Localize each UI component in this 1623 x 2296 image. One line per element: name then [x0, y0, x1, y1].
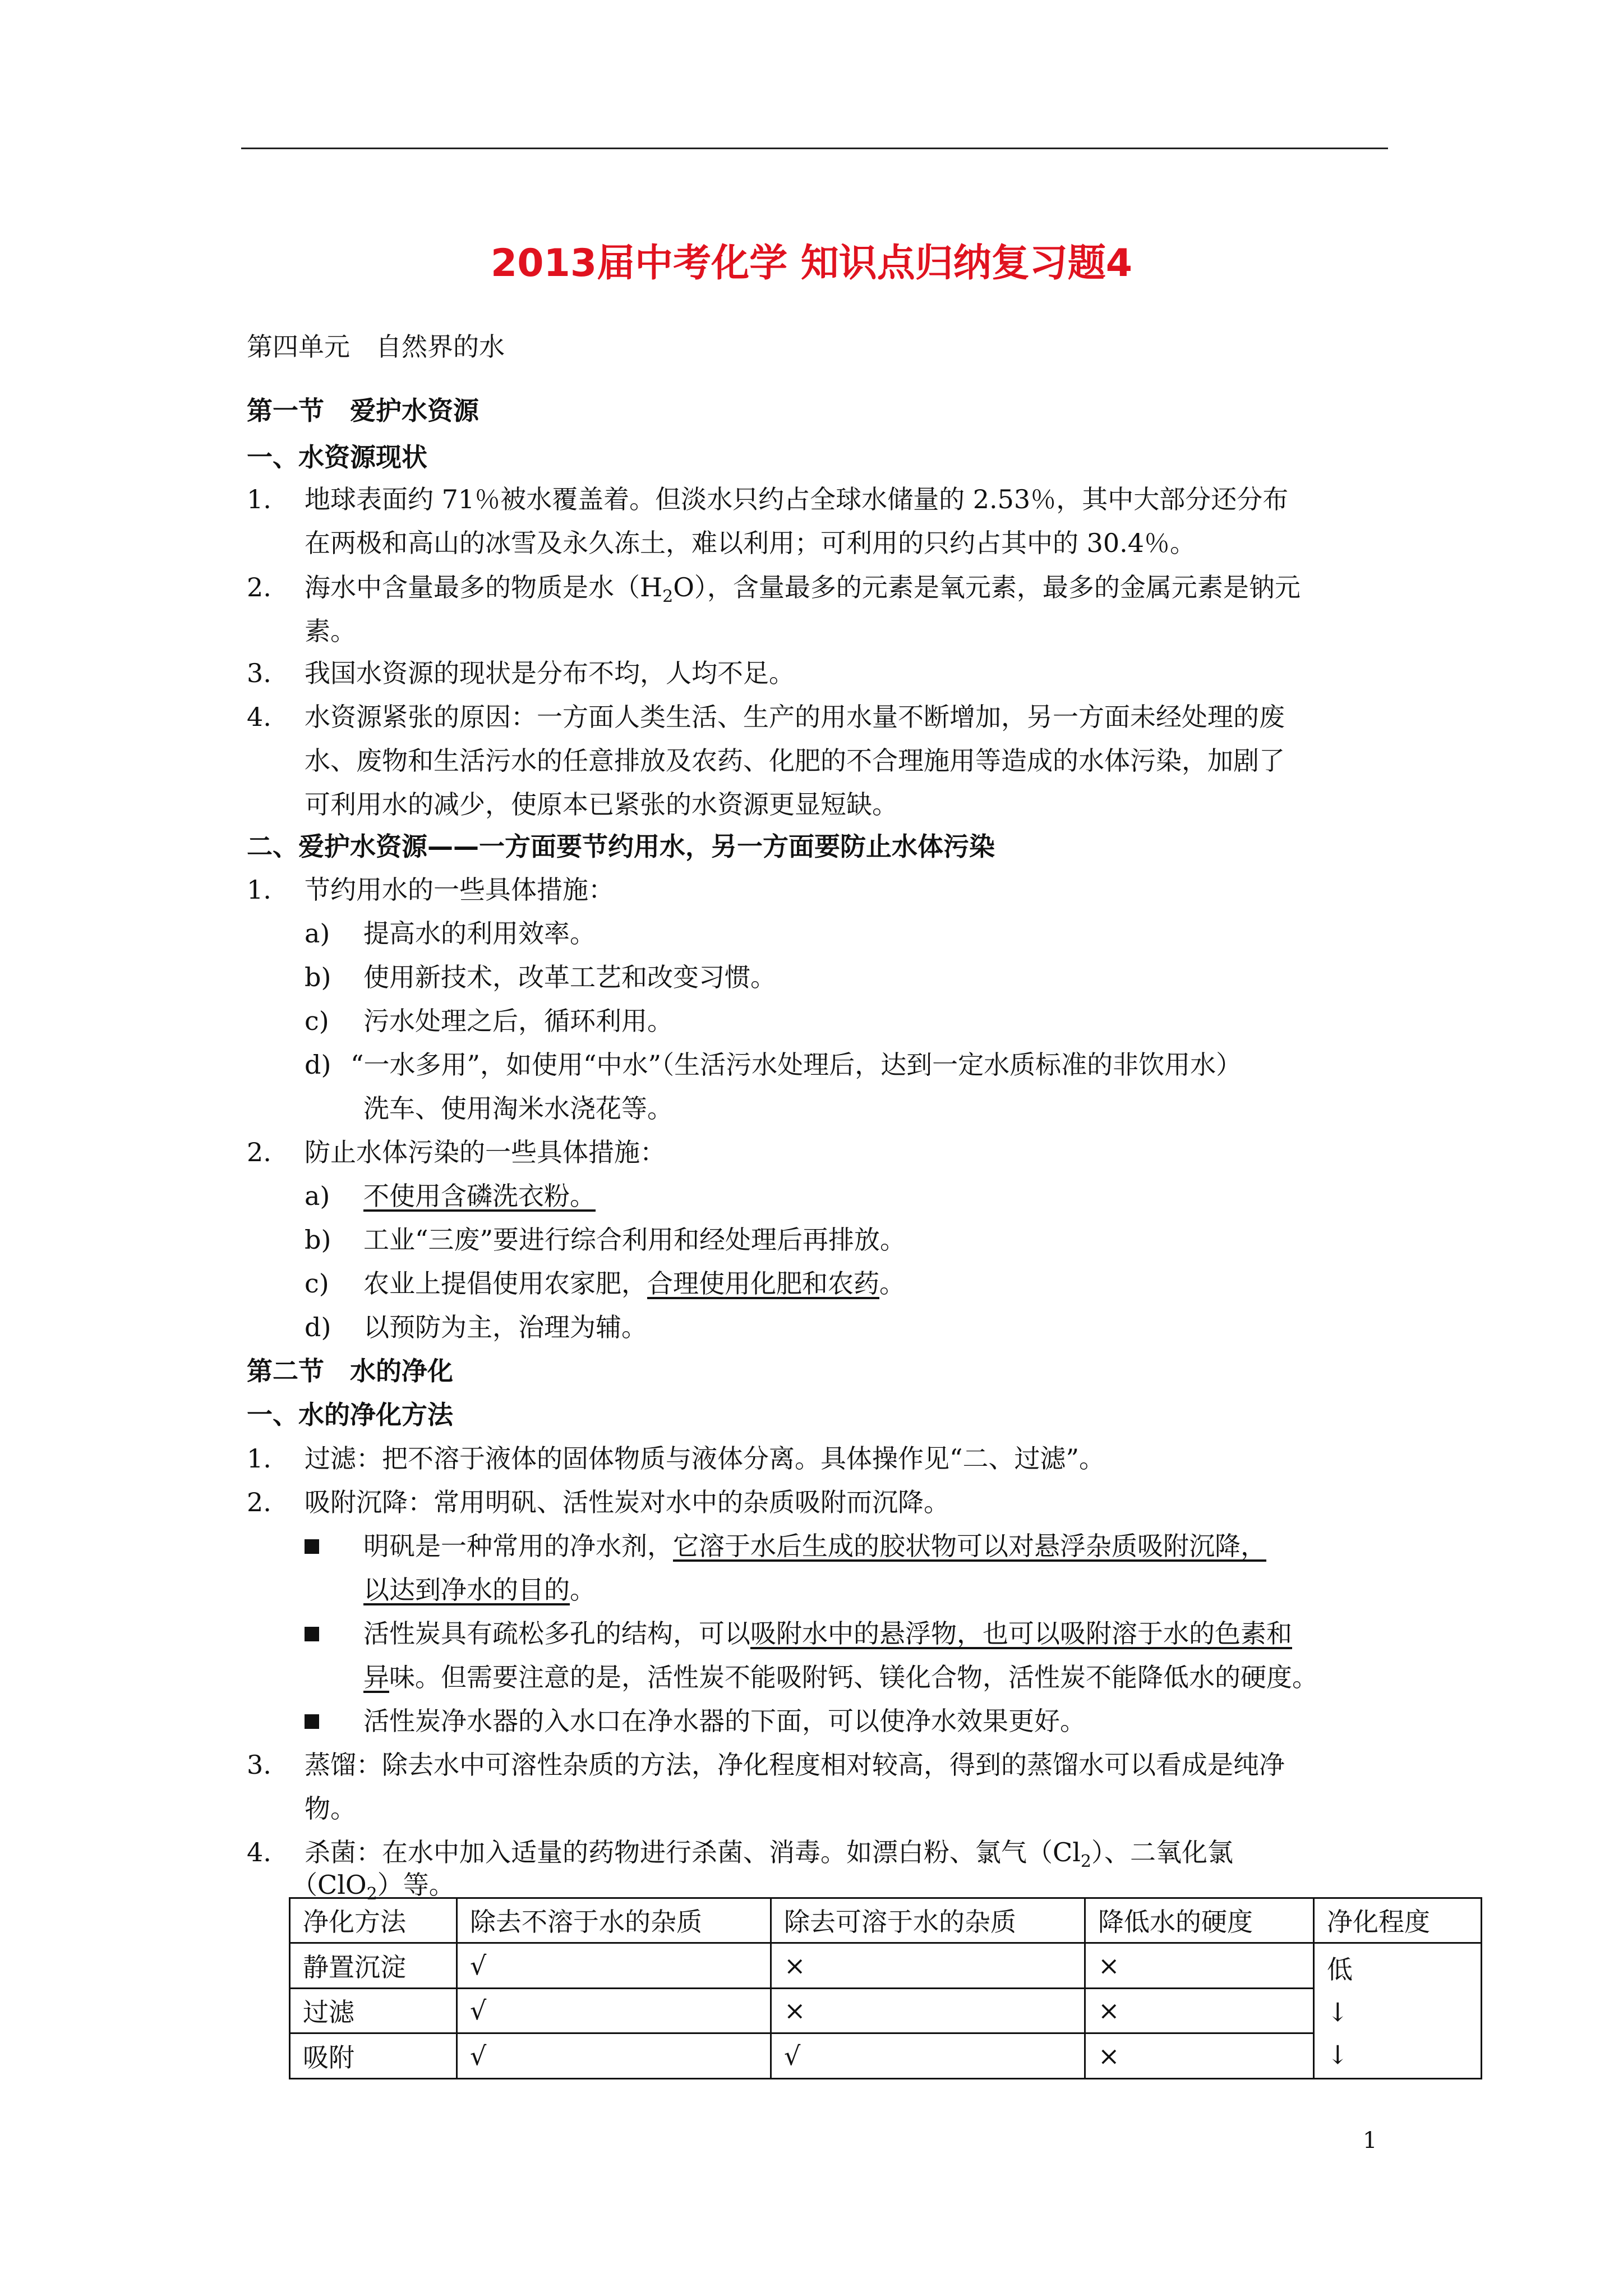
list-number: 4. — [247, 702, 271, 732]
table-row — [290, 1988, 1482, 2033]
bullet-text: 异味。但需要注意的是，活性炭不能吸附钙、镁化合物，活性炭不能降低水的硬度。 — [363, 1662, 1318, 1692]
sub-item-marker: d) — [305, 1312, 331, 1342]
list-item-text: 素。 — [305, 616, 356, 646]
list-number: 4. — [247, 1837, 271, 1867]
table-cell: × — [1085, 2033, 1314, 2079]
table-cell: × — [771, 1943, 1085, 1988]
table-cell: × — [771, 1988, 1085, 2033]
bullet-text: 活性炭净水器的入水口在净水器的下面，可以使净水效果更好。 — [363, 1706, 1086, 1736]
table-cell: √ — [457, 1943, 771, 1988]
list-number: 1. — [247, 484, 271, 514]
sub-item-marker: d) — [305, 1050, 331, 1080]
page-title: 2013届中考化学 知识点归纳复习题4 — [490, 241, 1133, 286]
table-header-row — [290, 1898, 1482, 1943]
sub-item-text: 洗车、使用淘米水浇花等。 — [363, 1093, 673, 1124]
arrow-down-icon: ↓ — [1327, 2039, 1349, 2070]
list-item-text: 水、废物和生活污水的任意排放及农药、化肥的不合理施用等造成的水体污染，加剧了 — [305, 746, 1285, 776]
table-cell: √ — [457, 2033, 771, 2079]
table-header: 降低水的硬度 — [1085, 1898, 1314, 1943]
list-number: 3. — [247, 658, 271, 688]
unit-heading: 第四单元 自然界的水 — [247, 332, 505, 362]
table-cell: × — [1085, 1988, 1314, 2033]
bullet-text: 以达到净水的目的。 — [363, 1575, 596, 1605]
list-item-text: 地球表面约 71％被水覆盖着。但淡水只约占全球水储量的 2.53％，其中大部分还分布 — [305, 484, 1289, 514]
sub-item-text: 以预防为主，治理为辅。 — [363, 1312, 647, 1342]
list-item-text: 水资源紧张的原因：一方面人类生活、生产的用水量不断增加，另一方面未经处理的废 — [305, 702, 1285, 732]
arrow-down-icon: ↓ — [1327, 1996, 1349, 2027]
list-item-text: 节约用水的一些具体措施： — [305, 875, 614, 905]
table-row — [290, 2033, 1482, 2079]
sub-item-marker: b) — [305, 1225, 331, 1255]
list-number: 1. — [247, 875, 271, 905]
sub-item-text: 工业“三废”要进行综合利用和经处理后再排放。 — [363, 1225, 906, 1255]
list-item-text: 吸附沉降：常用明矾、活性炭对水中的杂质吸附而沉降。 — [305, 1487, 949, 1517]
table-header: 净化方法 — [290, 1898, 457, 1943]
list-item-text: 我国水资源的现状是分布不均，人均不足。 — [305, 658, 795, 688]
list-number: 2. — [247, 1487, 271, 1517]
list-number: 2. — [247, 1137, 271, 1167]
table-cell: 过滤 — [290, 1988, 457, 2033]
sub-item-marker: a) — [305, 1181, 330, 1211]
sub-item-marker: c) — [305, 1006, 329, 1036]
table-cell: 吸附 — [290, 2033, 457, 2079]
list-number: 2. — [247, 572, 271, 602]
list-item-text: 防止水体污染的一些具体措施： — [305, 1137, 666, 1167]
table-header: 净化程度 — [1314, 1898, 1482, 1943]
list-item-text: 物。 — [305, 1793, 356, 1824]
table-header: 除去可溶于水的杂质 — [771, 1898, 1085, 1943]
list-item-text: 蒸馏：除去水中可溶性杂质的方法，净化程度相对较高，得到的蒸馏水可以看成是纯净 — [305, 1750, 1285, 1780]
list-number: 3. — [247, 1750, 271, 1780]
table-cell: × — [1085, 1943, 1314, 1988]
sub-item-text: “一水多用”，如使用“中水”（生活污水处理后，达到一定水质标准的非饮用水） — [351, 1050, 1242, 1080]
table-cell: √ — [457, 1988, 771, 2033]
bullet-square-icon — [305, 1539, 319, 1556]
list-item-text: 过滤：把不溶于液体的固体物质与液体分离。具体操作见“二、过滤”。 — [305, 1443, 1105, 1474]
table-cell: √ — [771, 2033, 1085, 2079]
list-item-text: 可利用水的减少，使原本已紧张的水资源更显短缺。 — [305, 789, 898, 820]
sub-item-marker: a) — [305, 918, 330, 949]
list-item-text: 在两极和高山的冰雪及永久冻土，难以利用；可利用的只约占其中的 30.4％。 — [305, 528, 1196, 558]
degree-low-label: 低 — [1327, 1954, 1353, 1985]
list-item-text: 海水中含量最多的物质是水$(H_2O)$，含量最多的元素是氧元素，最多的金属元素是钠元 — [305, 572, 1301, 607]
bullet-square-icon — [305, 1714, 319, 1731]
bullet-text: 明矾是一种常用的净水剂，它溶于水后生成的胶状物可以对悬浮杂质吸附沉降， — [363, 1531, 1266, 1561]
table-row — [290, 1943, 1482, 1988]
purification-degree-cell — [1314, 1943, 1482, 2078]
list-item-text: 杀菌：在水中加入适量的药物进行杀菌、消毒。如漂白粉、氯气$(Cl_2)$、二氧化氯 — [305, 1837, 1234, 1872]
bullet-square-icon — [305, 1627, 319, 1644]
section-2-heading: 第二节 水的净化 — [247, 1356, 453, 1386]
sub-item-text: 污水处理之后，循环利用。 — [363, 1006, 673, 1036]
sub-item-text: 提高水的利用效率。 — [363, 918, 596, 949]
header-rule — [241, 148, 1388, 149]
sub-item-marker: b) — [305, 962, 331, 992]
table-cell: 静置沉淀 — [290, 1943, 457, 1988]
list-item-text: （ClO$_2$）等。 — [292, 1870, 455, 1904]
sub-item-text: 农业上提倡使用农家肥，合理使用化肥和农药。 — [363, 1268, 905, 1299]
subsection-heading-2: 二、爱护水资源——一方面要节约用水，另一方面要防止水体污染 — [247, 831, 995, 862]
subsection-heading-1: 一、水资源现状 — [247, 442, 427, 472]
table-header: 除去不溶于水的杂质 — [457, 1898, 771, 1943]
sub-item-text: 使用新技术，改革工艺和改变习惯。 — [363, 962, 776, 992]
page-number: 1 — [1363, 2128, 1377, 2154]
sub-item-text: 不使用含磷洗衣粉。 — [363, 1181, 596, 1211]
bullet-text: 活性炭具有疏松多孔的结构，可以吸附水中的悬浮物，也可以吸附溶于水的色素和 — [363, 1618, 1292, 1649]
subsection-heading-3: 一、水的净化方法 — [247, 1400, 453, 1430]
list-number: 1. — [247, 1443, 271, 1474]
purification-table — [289, 1897, 1482, 2079]
section-1-heading: 第一节 爱护水资源 — [247, 395, 479, 426]
sub-item-marker: c) — [305, 1268, 329, 1299]
